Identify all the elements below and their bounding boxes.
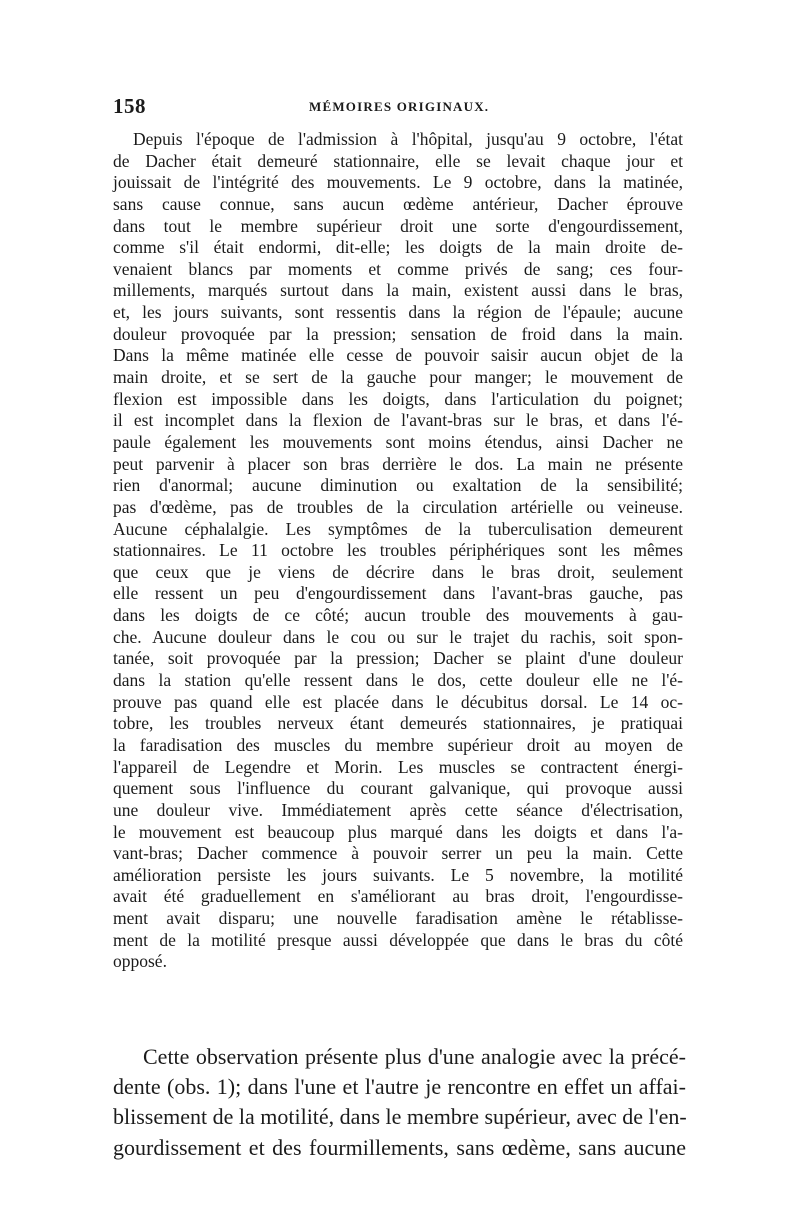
text-line: rien d'anormal; aucune diminution ou exaltation de la sensibilité; [113,475,683,496]
text-line: l'appareil de Legendre et Morin. Les muscles se contractent énergi- [113,756,683,777]
text-line: comme s'il était endormi, dit-elle; les doigts de la main droite de- [113,237,683,258]
text-line: paule également les mouvements sont moins étendus, ainsi Dacher ne [113,431,683,452]
text-line: vant-bras; Dacher commence à pouvoir serrer un peu la main. Cette [113,843,683,864]
text-line: dente (obs. 1); dans l'une et l'autre je rencontre en effet un affai- [113,1074,686,1100]
text-line: stationnaires. Le 11 octobre les troubles périphériques sont les mêmes [113,540,683,561]
text-line: le mouvement est beaucoup plus marqué dans les doigts et dans l'a- [113,821,683,842]
text-line: ment de la motilité presque aussi développée que dans le bras du côté [113,929,683,950]
page-number: 158 [113,94,146,118]
text-line: douleur provoquée par la pression; sensation de froid dans la main. [113,323,683,344]
text-line: Depuis l'époque de l'admission à l'hôpital, jusqu'au 9 octobre, l'état [133,129,683,149]
text-line: peut parvenir à placer son bras derrière le dos. La main ne présente [113,453,683,474]
text-line: Cette observation présente plus d'une analogie avec la précé- [143,1044,686,1069]
running-title: MÉMOIRES ORIGINAUX. [309,99,490,114]
text-line: dans la station qu'elle ressent dans le dos, cette douleur elle ne l'é- [113,670,683,691]
text-line: tanée, soit provoquée par la pression; Dacher se plaint d'une douleur [113,648,683,669]
text-line: ment avait disparu; une nouvelle faradisation amène le rétablisse- [113,908,683,929]
text-line: sans cause connue, sans aucun œdème antérieur, Dacher éprouve [113,193,683,214]
page-header [113,94,683,118]
text-line: jouissait de l'intégrité des mouvements. Le 9 octobre, dans la matinée, [113,172,683,193]
text-line: la faradisation des muscles du membre supérieur droit au moyen de [113,734,683,755]
text-line: flexion est impossible dans les doigts, dans l'articulation du poignet; [113,388,683,409]
text-line: avait été graduellement en s'améliorant au bras droit, l'engourdisse- [113,886,683,907]
text-line: il est incomplet dans la flexion de l'avant-bras sur le bras, et dans l'é- [113,410,683,431]
text-line: et, les jours suivants, sont ressentis dans la région de l'épaule; aucune [113,302,683,323]
text-line: main droite, et se sert de la gauche pour manger; le mouvement de [113,367,683,388]
paragraph-observation [113,129,683,973]
text-line: pas d'œdème, pas de troubles de la circulation artérielle ou veineuse. [113,496,683,517]
text-line: Aucune céphalalgie. Les symptômes de la tuberculisation demeurent [113,518,683,539]
text-line: une douleur vive. Immédiatement après cette séance d'électrisation, [113,799,683,820]
text-line: prouve pas quand elle est placée dans le décubitus dorsal. Le 14 oc- [113,691,683,712]
text-line: millements, marqués surtout dans la main, existent aussi dans le bras, [113,280,683,301]
text-line: tobre, les troubles nerveux étant demeurés stationnaires, je pratiquai [113,713,683,734]
paragraph-commentary [113,1042,686,1163]
text-line: elle ressent un peu d'engourdissement dans l'avant-bras gauche, pas [113,583,683,604]
text-line: de Dacher était demeuré stationnaire, elle se levait chaque jour et [113,150,683,171]
text-line: gourdissement et des fourmillements, sans œdème, sans aucune [113,1134,686,1160]
text-line: dans les doigts de ce côté; aucun trouble des mouvements à gau- [113,605,683,626]
text-line: quement sous l'influence du courant galvanique, qui provoque aussi [113,778,683,799]
text-line: dans tout le membre supérieur droit une sorte d'engourdissement, [113,215,683,236]
text-line: opposé. [113,951,167,972]
text-line: que ceux que je viens de décrire dans le bras droit, seulement [113,561,683,582]
text-line: che. Aucune douleur dans le cou ou sur le trajet du rachis, soit spon- [113,626,683,647]
text-line: Dans la même matinée elle cesse de pouvoir saisir aucun objet de la [113,345,683,366]
text-line: venaient blancs par moments et comme privés de sang; ces four- [113,258,683,279]
text-line: amélioration persiste les jours suivants. Le 5 novembre, la motilité [113,864,683,885]
text-line: blissement de la motilité, dans le membre supérieur, avec de l'en- [113,1104,687,1130]
